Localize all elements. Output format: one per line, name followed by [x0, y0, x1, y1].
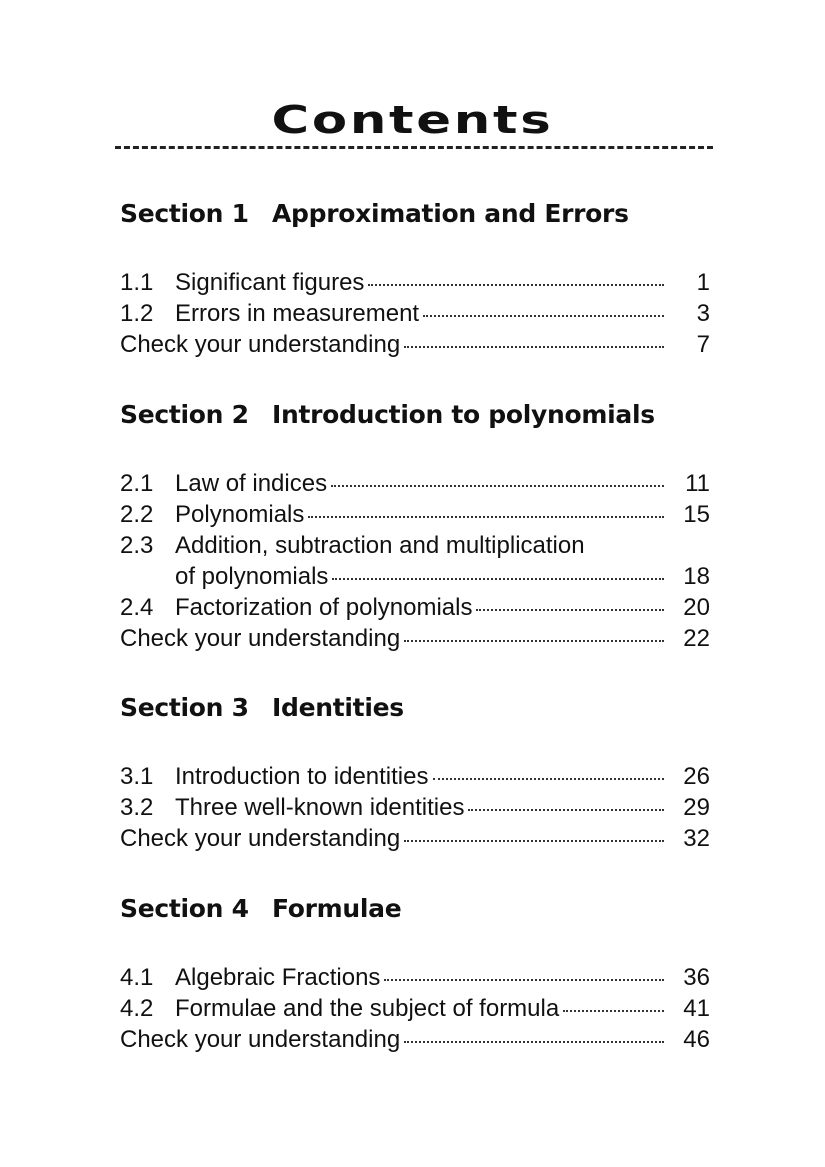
toc-entry-3-1[interactable]: [120, 761, 710, 792]
entry-page: 36: [683, 964, 710, 991]
dot-leader: [368, 264, 664, 286]
entry-title: Significant figures: [175, 269, 365, 296]
section-number: Section 2: [120, 399, 249, 429]
entry-page: 32: [683, 825, 710, 852]
entry-page: 22: [683, 625, 710, 652]
dot-leader: [423, 295, 664, 317]
toc-entry-2-2[interactable]: [120, 499, 710, 530]
dot-leader: [468, 789, 664, 811]
toc-entry-2-4[interactable]: [120, 592, 710, 623]
toc-entry-1-1[interactable]: [120, 267, 710, 298]
section-entries: [120, 761, 710, 854]
entry-title: Polynomials: [175, 501, 305, 528]
section-heading: [120, 193, 710, 233]
entry-title: Check your understanding: [120, 331, 401, 358]
toc-entry-4-2[interactable]: [120, 993, 710, 1024]
dot-leader: [384, 959, 664, 981]
entry-title: Check your understanding: [120, 1026, 401, 1053]
section-entries: [120, 267, 710, 360]
entry-number: 1.2: [120, 300, 154, 327]
entry-page: 18: [683, 563, 710, 590]
entry-page: 29: [683, 794, 710, 821]
section-heading: [120, 888, 710, 928]
entry-title: Formulae and the subject of formula: [175, 995, 560, 1022]
toc-entry-2-3-cont[interactable]: [120, 561, 710, 592]
dot-leader: [476, 589, 664, 611]
entry-number: 3.2: [120, 794, 154, 821]
section-heading: [120, 394, 710, 434]
entry-title: Law of indices: [175, 470, 328, 497]
entry-title: Algebraic Fractions: [175, 964, 381, 991]
dot-leader: [589, 529, 664, 549]
entry-title: Three well-known identities: [175, 794, 465, 821]
entry-number: 2.2: [120, 501, 154, 528]
section-number: Section 3: [120, 692, 249, 722]
section-1: [120, 193, 710, 360]
toc-entry-2-check[interactable]: [120, 623, 710, 654]
section-name: Approximation and Errors: [272, 198, 629, 228]
entry-number: 4.2: [120, 995, 154, 1022]
entry-page: 11: [685, 470, 710, 497]
entry-title: Addition, subtraction and multiplication: [175, 532, 585, 559]
entry-title: Check your understanding: [120, 625, 401, 652]
entry-title: Check your understanding: [120, 825, 401, 852]
entry-number: 4.1: [120, 964, 154, 991]
entry-title: of polynomials: [175, 563, 329, 590]
entry-title: Introduction to identities: [175, 763, 429, 790]
entry-page: 3: [696, 300, 710, 327]
toc-entry-3-2[interactable]: [120, 792, 710, 823]
section-entries: [120, 962, 710, 1055]
dot-leader: [404, 620, 664, 642]
entry-title: Errors in measurement: [175, 300, 420, 327]
toc-entry-3-check[interactable]: [120, 823, 710, 854]
entry-page: 26: [683, 763, 710, 790]
dot-leader: [404, 1021, 664, 1043]
toc-entry-2-3[interactable]: [120, 530, 710, 561]
page-title: Contents: [271, 98, 554, 142]
dot-leader: [404, 820, 664, 842]
entry-page: 20: [683, 594, 710, 621]
entry-number: 2.4: [120, 594, 154, 621]
toc-entry-1-check[interactable]: [120, 329, 710, 360]
section-2: [120, 394, 710, 654]
dot-leader: [404, 326, 664, 348]
section-4: [120, 888, 710, 1055]
entry-page: 41: [683, 995, 710, 1022]
dot-leader: [332, 558, 664, 580]
section-heading: [120, 687, 710, 727]
entry-page: 7: [696, 331, 710, 358]
entry-page: 46: [683, 1026, 710, 1053]
dot-leader: [331, 465, 664, 487]
entry-number: 3.1: [120, 763, 154, 790]
entry-number: 1.1: [120, 269, 154, 296]
section-entries: [120, 468, 710, 654]
toc-entry-4-1[interactable]: [120, 962, 710, 993]
entry-page: 1: [696, 269, 710, 296]
section-name: Formulae: [272, 893, 402, 923]
toc-entry-2-1[interactable]: [120, 468, 710, 499]
toc-entry-4-check[interactable]: [120, 1024, 710, 1055]
dot-leader: [308, 496, 664, 518]
dot-leader: [433, 758, 665, 780]
section-name: Identities: [272, 692, 404, 722]
dot-leader: [563, 990, 664, 1012]
entry-page: 15: [683, 501, 710, 528]
toc-entry-1-2[interactable]: [120, 298, 710, 329]
section-name: Introduction to polynomials: [272, 399, 655, 429]
section-number: Section 4: [120, 893, 249, 923]
section-number: Section 1: [120, 198, 249, 228]
entry-number: 2.1: [120, 470, 154, 497]
section-3: [120, 687, 710, 854]
entry-title: Factorization of polynomials: [175, 594, 473, 621]
entry-number: 2.3: [120, 532, 154, 559]
title-divider: [115, 146, 713, 149]
